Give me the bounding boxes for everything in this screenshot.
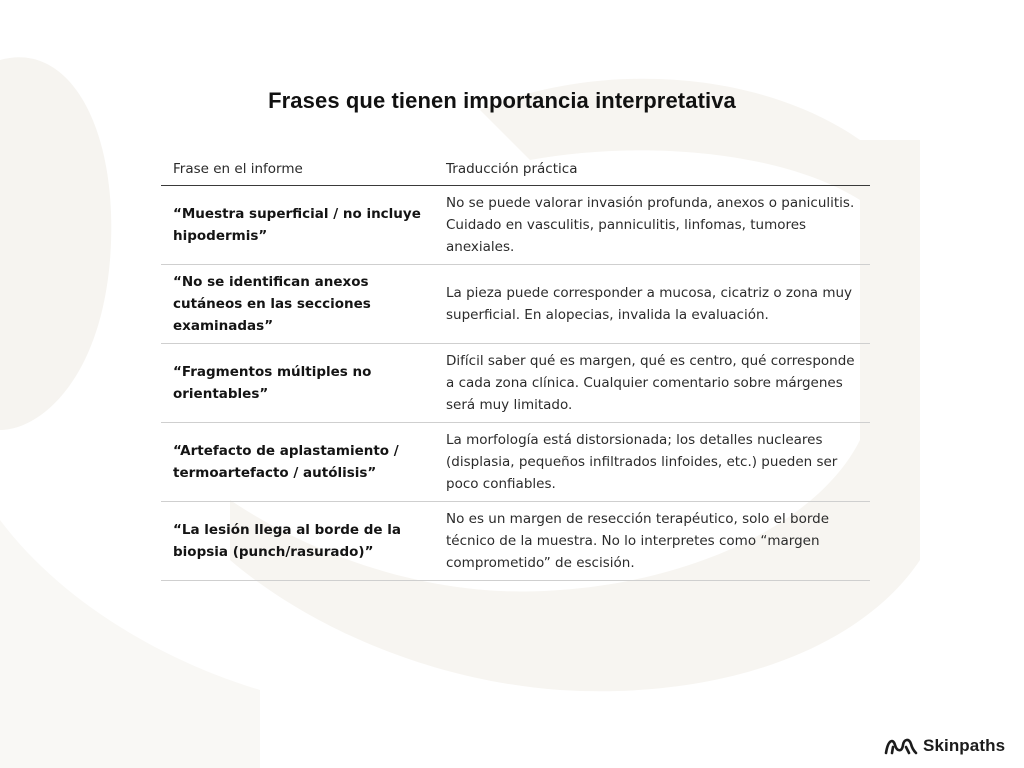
row-phrase: “La lesión llega al borde de la biopsia (punch/rasurado)” [161,502,434,581]
row-translation: La morfología está distorsionada; los detalles nucleares (displasia, pequeños infiltrados linfoides, etc.) pueden ser poco confiables. [434,423,870,502]
row-phrase: “Fragmentos múltiples no orientables” [161,344,434,423]
row-phrase: “Artefacto de aplastamiento / termoartefacto / autólisis” [161,423,434,502]
column-header-phrase: Frase en el informe [161,152,434,186]
brand-logo [884,734,1005,758]
phrases-table [161,152,870,581]
row-translation: No se puede valorar invasión profunda, anexos o paniculitis. Cuidado en vasculitis, panniculitis, linfomas, tumores anexiales. [434,186,870,265]
table-row [161,344,870,423]
row-phrase: “No se identifican anexos cutáneos en las secciones examinadas” [161,265,434,344]
table-row [161,186,870,265]
row-translation: La pieza puede corresponder a mucosa, cicatriz o zona muy superficial. En alopecias, invalida la evaluación. [434,265,870,344]
table-row [161,265,870,344]
column-header-translation: Traducción práctica [434,152,870,186]
table-header-row [161,152,870,186]
skinpaths-wave-logo-icon [884,736,918,756]
table-row [161,502,870,581]
interpretation-table [161,152,870,581]
table-row [161,423,870,502]
page-title: Frases que tienen importancia interpretativa [268,88,736,113]
row-translation: No es un margen de resección terapéutico, solo el borde técnico de la muestra. No lo interpretes como “margen comprometido” de escisión. [434,502,870,581]
row-phrase: “Muestra superficial / no incluye hipodermis” [161,186,434,265]
brand-name: Skinpaths [923,736,1006,755]
row-translation: Difícil saber qué es margen, qué es centro, qué corresponde a cada zona clínica. Cualquier comentario sobre márgenes será muy limitado. [434,344,870,423]
